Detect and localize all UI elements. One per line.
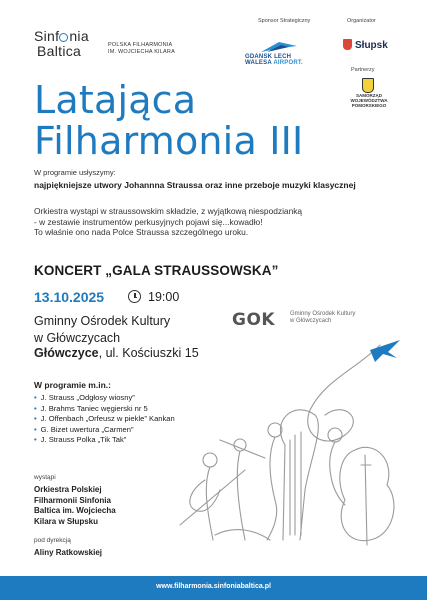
list-item: • G. Bizet uwertura „Carmen”: [34, 424, 134, 434]
program-list: [34, 393, 175, 446]
pomorskie-partner-text: SAMORZĄD WOJEWÓDZTWA POMORSKIEGO: [350, 93, 388, 108]
venue: [34, 313, 170, 347]
musicians-illustration: [175, 340, 405, 560]
clock-icon: [128, 290, 141, 303]
sinfonia-baltica-logo: [34, 29, 89, 59]
logo-subtitle: [108, 42, 175, 56]
slupsk-crest-icon: [343, 39, 352, 50]
bullet-icon: •: [34, 424, 37, 434]
logo-circle-icon: [59, 33, 68, 42]
page-title: [34, 80, 303, 162]
logo-subtitle-line: POLSKA FILHARMONIA: [108, 42, 173, 48]
concert-time: 19:00: [148, 290, 180, 304]
slupsk-logo: Słupsk: [343, 39, 388, 51]
performers: Orkiestra Polskiej Filharmonii Sinfonia Baltica im. Wojciecha Kilara w Słupsku: [34, 485, 116, 526]
conductor-label: pod dyrekcją: [34, 537, 71, 544]
title-line2: Filharmonia III: [34, 119, 304, 163]
airport-name-line2: WALESA AIRPORT.: [245, 60, 303, 66]
program-heading: W programie m.in.:: [34, 380, 111, 390]
description-paragraph: [34, 206, 404, 238]
bullet-icon: •: [34, 393, 37, 402]
paragraph-line: - w zestawie instrumentów perkusyjnych pojawi się...kowadło!: [34, 216, 263, 227]
sponsor-label: Sponsor Strategiczny: [258, 18, 311, 24]
list-item: • J. Brahms Taniec węgierski nr 5: [34, 403, 148, 413]
organizer-label: Organizator: [347, 18, 376, 24]
airport-name-line1: GDANSK LECH: [245, 54, 292, 60]
title-line1: Latająca: [34, 78, 197, 122]
pomorskie-crest-icon: [362, 78, 374, 93]
gok-mark: GOK: [232, 310, 276, 330]
paragraph-line: To właśnie ono nada Polce Straussa szczególnego uroku.: [34, 227, 249, 237]
address: Główczyce, ul. Kościuszki 15: [34, 346, 199, 360]
intro-bold-text: najpiękniejsze utwory Johannna Straussa oraz inne przeboje muzyki klasycznej: [34, 180, 356, 190]
list-item: • J. Strauss „Odgłosy wiosny”: [34, 393, 135, 402]
logo-text-part: Sinf: [34, 28, 60, 44]
gok-logo: [232, 310, 275, 330]
paragraph-line: Orkiestra wystąpi w straussowskim składzie, z wyjątkową niespodzianką: [34, 206, 303, 216]
logo-text-part: nia: [69, 28, 89, 44]
airplane-icon: [370, 340, 400, 362]
concert-title: KONCERT „GALA STRAUSSOWSKA”: [34, 263, 279, 278]
logo-subtitle-line: IM. WOJCIECHA KILARA: [108, 49, 175, 55]
airport-wing-icon: [259, 40, 299, 54]
gok-logo-text: Gminny Ośrodek Kultury w Główczycach: [290, 311, 356, 324]
bullet-icon: •: [34, 435, 37, 444]
performers-label: wystąpi: [34, 474, 56, 481]
conductor-name: Aliny Ratkowskiej: [34, 548, 103, 557]
footer-url-link[interactable]: www.filharmonia.sinfoniabaltica.pl: [156, 583, 271, 590]
intro-text: W programie usłyszymy:: [34, 168, 116, 177]
gdansk-airport-logo: [245, 40, 317, 66]
logo-text-baltica: Baltica: [37, 43, 82, 59]
venue-line: w Główczycach: [34, 331, 121, 345]
list-item: • J. Offenbach „Orfeusz w piekle” Kankan: [34, 414, 175, 423]
partners-label: Partnerzy: [351, 67, 375, 73]
venue-line: Gminny Ośrodek Kultury: [34, 314, 171, 328]
concert-date: 13.10.2025: [34, 289, 105, 305]
bullet-icon: •: [34, 403, 37, 413]
list-item: • J. Strauss Polka „Tik Tak”: [34, 435, 127, 444]
bullet-icon: •: [34, 414, 37, 423]
